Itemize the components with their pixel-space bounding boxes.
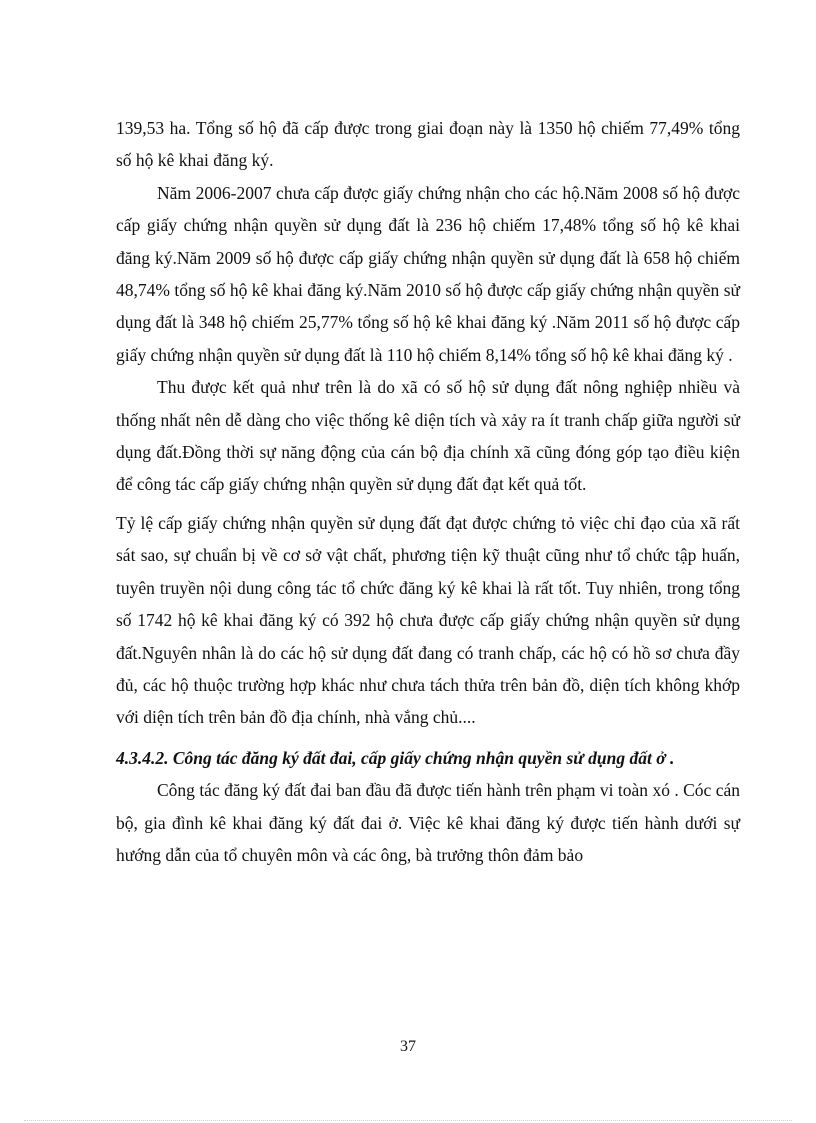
page-number: 37 [400, 1038, 416, 1055]
body-text [116, 112, 740, 871]
paragraph-yearly-results: Năm 2006-2007 chưa cấp được giấy chứng nhận cho các hộ.Năm 2008 số hộ được cấp giấy chứng nhận quyền sử dụng đất là 236 hộ chiếm 17,48% tổng số hộ kê khai đăng ký.Năm 2009 số hộ được cấp giấy chứng nhận quyền sử dụng đất là 658 hộ chiếm 48,74% tổng số hộ kê khai đăng ký.Năm 2010 số hộ được cấp giấy chứng nhận quyền sử dụng đất là 348 hộ chiếm 25,77% tổng số hộ kê khai đăng ký .Năm 2011 số hộ được cấp giấy chứng nhận quyền sử dụng đất là 110 hộ chiếm 8,14% tổng số hộ kê khai đăng ký . [116, 182, 740, 365]
paragraph-reasons: Thu được kết quả như trên là do xã có số hộ sử dụng đất nông nghiệp nhiều và thống nhất nên dễ dàng cho việc thống kê diện tích và xảy ra ít tranh chấp giữa người sử dụng đất.Đồng thời sự năng động của cán bộ địa chính xã cũng đóng góp tạo điều kiện để công tác cấp giấy chứng nhận quyền sử dụng đất đạt kết quả tốt. [116, 377, 740, 495]
paragraph-registration: Công tác đăng ký đất đai ban đầu đã được tiến hành trên phạm vi toàn xó . Cóc cán bộ, gia đình kê khai đăng ký đất đai ở. Việc kê khai đăng ký được tiến hành dưới sự hướng dẫn của tổ chuyên môn và các ông, bà trưởng thôn đảm bảo [116, 780, 740, 865]
paragraph-assessment: Tỷ lệ cấp giấy chứng nhận quyền sử dụng đất đạt được chứng tỏ việc chỉ đạo của xã rất sát sao, sự chuẩn bị về cơ sở vật chất, phương tiện kỹ thuật cũng như tổ chức tập huấn, tuyên truyền nội dung công tác tổ chức đăng ký kê khai là rất tốt. Tuy nhiên, trong tổng số 1742 hộ kê khai đăng ký có 392 hộ chưa được cấp giấy chứng nhận quyền sử dụng đất.Nguyên nhân là do các hộ sử dụng đất đang có tranh chấp, các hộ có hồ sơ chưa đầy đủ, các hộ thuộc trường hợp khác như chưa tách thửa trên bản đồ, diện tích không khớp với diện tích trên bản đồ địa chính, nhà vắng chủ.... [116, 512, 740, 728]
page-bottom-divider [24, 1120, 792, 1121]
section-heading: 4.3.4.2. Công tác đăng ký đất đai, cấp giấy chứng nhận quyền sử dụng đất ở . [116, 747, 675, 768]
paragraph-continuation: 139,53 ha. Tổng số hộ đã cấp được trong giai đoạn này là 1350 hộ chiếm 77,49% tổng số hộ kê khai đăng ký. [116, 118, 740, 171]
